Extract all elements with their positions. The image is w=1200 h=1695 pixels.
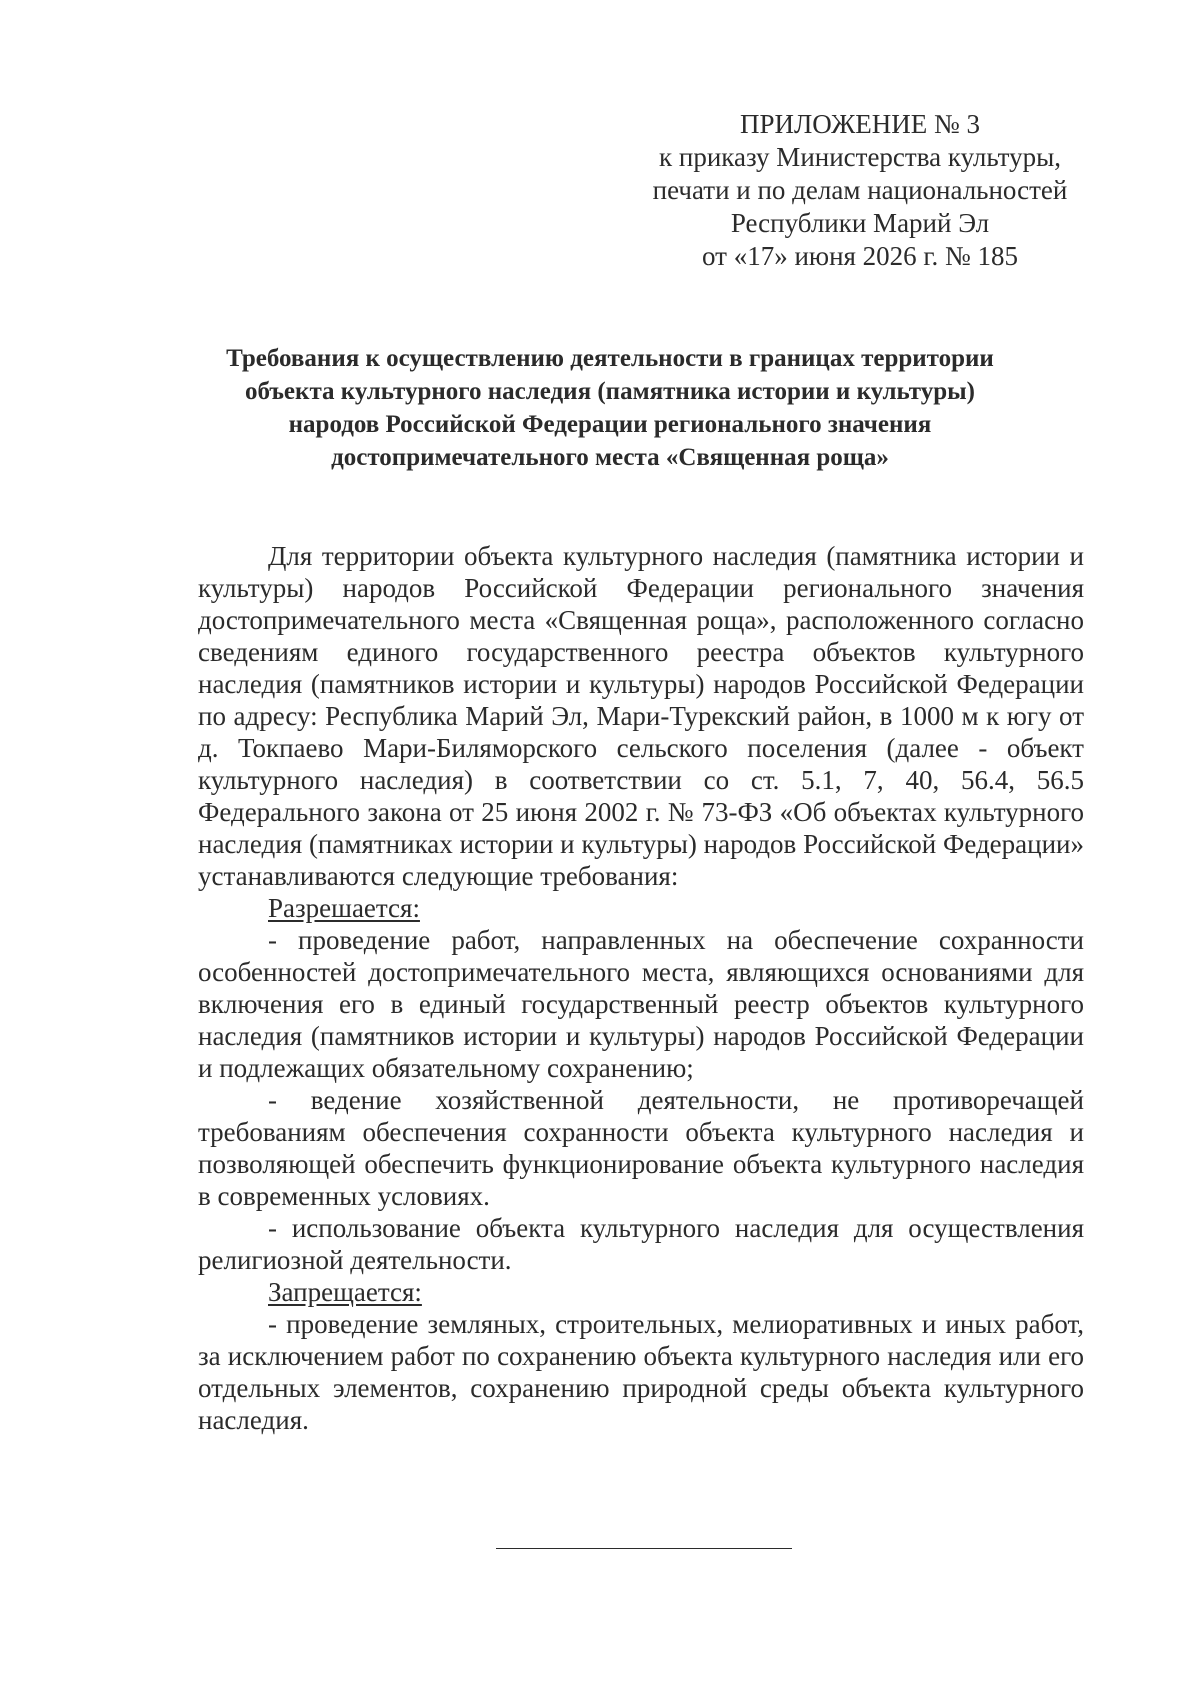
document-title [150, 342, 1070, 474]
appendix-ministry: печати и по делам национальностей [652, 175, 1068, 205]
allowed-item: - проведение работ, направленных на обеспечение сохранности особенностей достопримечательного места, являющихся основаниями для включения его в единый государственный реестр объектов культурного наследия (памятников истории и культуры) народов Российской Федерации и подлежащих обязательному сохранению; [198, 925, 1084, 1083]
closing-separator-line [496, 1548, 792, 1549]
intro-paragraph: Для территории объекта культурного наследия (памятника истории и культуры) народов Российской Федерации регионального значения достопримечательного места «Священная роща», расположенного согласно сведениям единого государственного реестра объектов культурного наследия (памятников истории и культуры) народов Российской Федерации по адресу: Республика Марий Эл, Мари-Турекский район, в 1000 м к югу от д. Токпаево Мари-Биляморского сельского поселения (далее - объект культурного наследия) в соответствии со ст. 5.1, 7, 40, 56.4, 56.5 Федерального закона от 25 июня 2002 г. № 73-ФЗ «Об объектах культурного наследия (памятниках истории и культуры) народов Российской Федерации» устанавливаются следующие требования: [198, 541, 1084, 891]
allowed-item: - ведение хозяйственной деятельности, не противоречащей требованиям обеспечения сохранности объекта культурного наследия и позволяющей обеспечить функционирование объекта культурного наследия в современных условиях. [198, 1085, 1084, 1211]
title-line: народов Российской Федерации регионального значения [288, 411, 932, 438]
appendix-number: ПРИЛОЖЕНИЕ № 3 [739, 109, 981, 139]
forbidden-item: - проведение земляных, строительных, мелиоративных и иных работ, за исключением работ по сохранению объекта культурного наследия или его отдельных элементов, сохранению природной среды объекта культурного наследия. [198, 1309, 1084, 1435]
allowed-item: - использование объекта культурного наследия для осуществления религиозной деятельности. [198, 1213, 1084, 1275]
appendix-republic: Республики Марий Эл [730, 208, 990, 238]
appendix-order-ref: к приказу Министерства культуры, [659, 142, 1061, 172]
forbidden-heading: Запрещается: [268, 1277, 422, 1307]
title-line: объекта культурного наследия (памятника истории и культуры) [244, 378, 975, 405]
appendix-date: от «17» июня 2026 г. № 185 [702, 241, 1018, 271]
document-body [198, 540, 1084, 1436]
allowed-heading-row [198, 892, 1084, 924]
appendix-header [610, 108, 1110, 273]
allowed-heading: Разрешается: [268, 893, 420, 923]
title-line: Требования к осуществлению деятельности в границах территории [226, 345, 994, 372]
forbidden-heading-row [198, 1276, 1084, 1308]
title-line: достопримечательного места «Священная роща» [331, 444, 889, 471]
